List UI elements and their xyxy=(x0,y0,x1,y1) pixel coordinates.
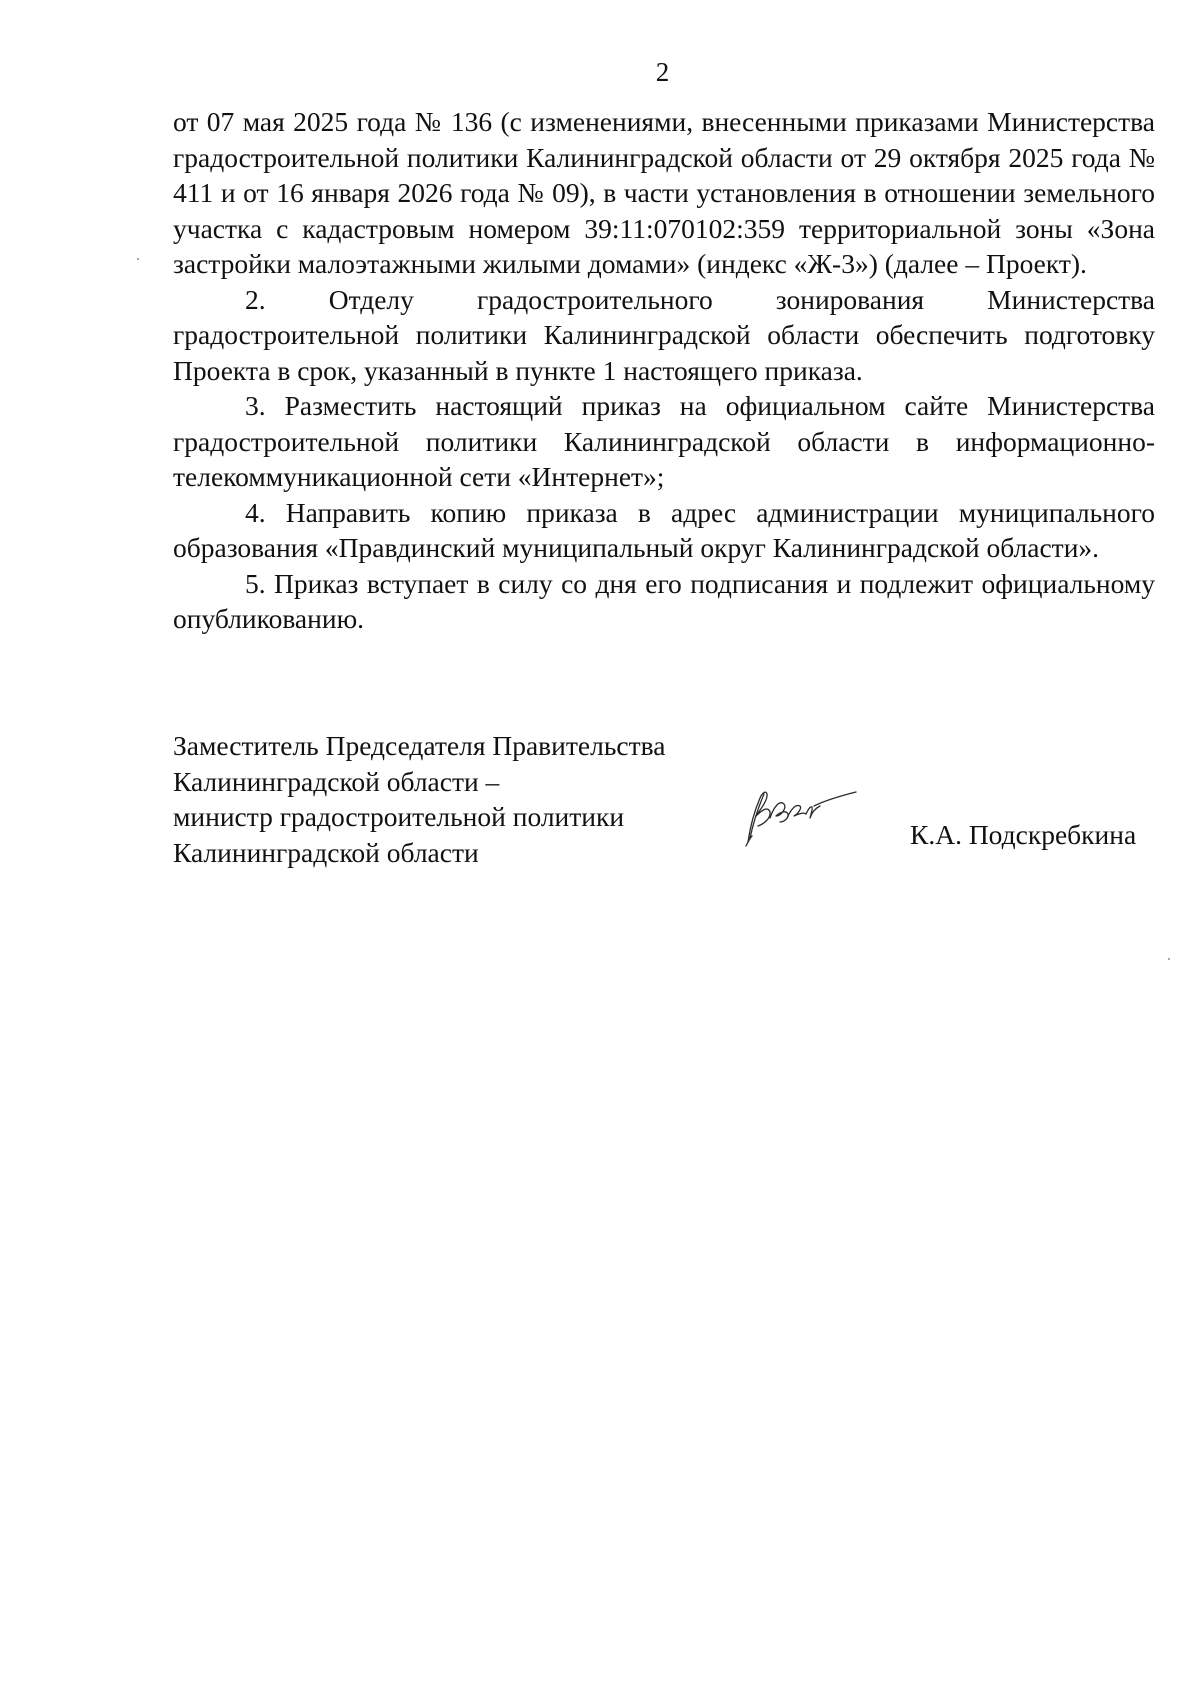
signer-name: К.А. Подскребкина xyxy=(910,819,1137,850)
paragraph-item-2: 2. Отделу градостроительного зонирования Министерства градостроительной политики Калининградской области обеспечить подготовку Проекта в срок, указанный в пункте 1 настоящего приказа. xyxy=(173,283,1155,386)
paragraph-item-3: 3. Разместить настоящий приказ на официальном сайте Министерства градостроительной политики Калининградской области в информационно-телекоммуникационной сети «Интернет»; xyxy=(173,390,1155,492)
position-line: Заместитель Председателя Правительства xyxy=(173,730,666,761)
scan-speck xyxy=(137,258,139,260)
handwritten-signature xyxy=(740,776,860,848)
position-line: Калининградской области xyxy=(173,836,479,868)
paragraph-item-5: 5. Приказ вступает в силу со дня его подписания и подлежит официальному опубликованию. xyxy=(173,567,1155,634)
document-body xyxy=(173,104,1155,637)
signatory-position xyxy=(173,728,713,870)
paragraph-item-4: 4. Направить копию приказа в адрес администрации муниципального образования «Правдинский муниципальный округ Калининградской области». xyxy=(173,496,1155,563)
position-line: министр градостроительной политики xyxy=(173,801,625,832)
paragraph-continuation: от 07 мая 2025 года № 136 (с изменениями, внесенными приказами Министерства градостроительной политики Калининградской области от 29 октября 2025 года № 411 и от 16 января 2026 года № 09), в части установления в отношении земельного участка с кадастровым номером 39:11:070102:359 территориальной зоны «Зона застройки малоэтажными жилыми домами» (индекс «Ж-3») (далее – Проект). xyxy=(173,106,1155,279)
scan-speck xyxy=(1168,958,1170,960)
page-number: 2 xyxy=(655,57,670,87)
position-line: Калининградской области – xyxy=(173,765,500,797)
